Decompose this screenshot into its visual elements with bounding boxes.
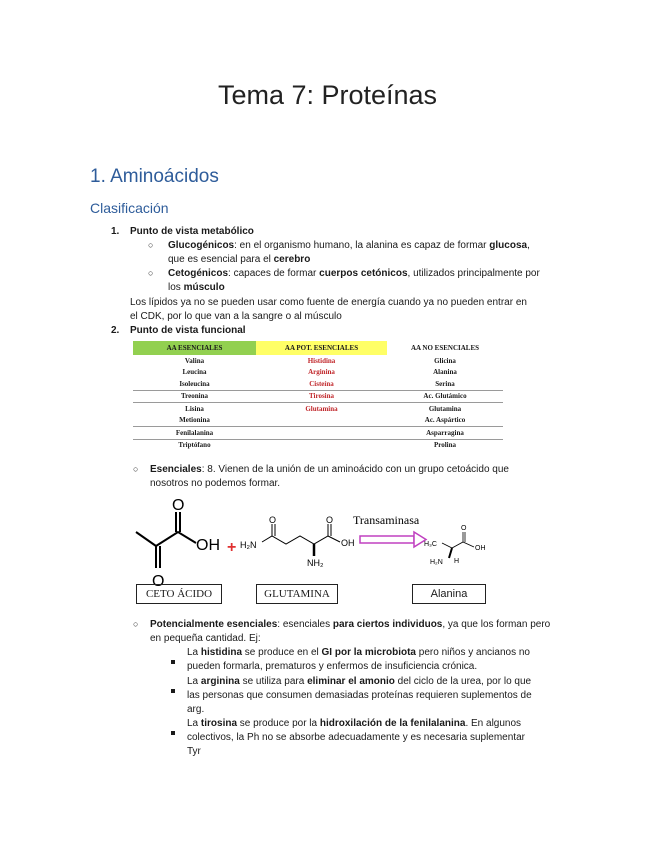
- table-cell: Asparragina: [387, 427, 503, 440]
- text: La: [187, 647, 201, 658]
- bullet-circle-icon: ○: [148, 240, 154, 250]
- text: La: [187, 676, 201, 687]
- ala-o: O: [461, 525, 467, 532]
- esenciales-line-1: [150, 463, 509, 477]
- text: . En algunos: [465, 718, 522, 729]
- arginina-line-2: las personas que consumen demasiadas proteínas requieren suplementos de: [187, 690, 532, 701]
- table-cell: Leucina: [182, 368, 207, 377]
- text: , utilizados principalmente por: [407, 268, 540, 279]
- page-title: Tema 7: Proteínas: [217, 80, 438, 110]
- text: los: [168, 282, 184, 293]
- bullet-cetogenicos-line2: [168, 281, 225, 295]
- table-row: [133, 390, 503, 403]
- table-cell: Glutamina: [428, 404, 462, 413]
- gln-oh: OH: [341, 538, 355, 548]
- bullet-cetogenicos: [168, 267, 540, 281]
- table-cell: Tirosina: [256, 390, 387, 403]
- ala-h3c: H₃C: [424, 541, 437, 548]
- potenciales-line-1: [150, 618, 550, 632]
- bullet-circle-icon: ○: [148, 268, 154, 278]
- reaction-arrow-icon: [360, 532, 426, 547]
- plus-sign: +: [227, 539, 237, 556]
- table-header-row: [133, 341, 503, 355]
- bold-text: cuerpos cetónicos: [319, 268, 408, 279]
- table-cell: Isoleucina: [133, 378, 256, 390]
- gln-o-1: O: [269, 515, 277, 525]
- table-cell: [256, 439, 387, 451]
- item-2-number-text: 2.: [111, 325, 120, 336]
- item-1-label: [130, 225, 254, 239]
- note-line-2: el CDK, por lo que van a la sangre o al músculo: [130, 311, 342, 322]
- table-cell: Ac. Aspártico: [387, 415, 503, 427]
- term-cetogenicos: Cetogénicos: [168, 268, 229, 279]
- text: : en el organismo humano, la alanina es capaz de formar: [234, 240, 490, 251]
- subsection-heading: Clasificación: [90, 200, 169, 216]
- text: : esenciales: [277, 619, 333, 630]
- table-cell: Fenilalanina: [133, 427, 256, 440]
- table-cell: Metionina: [133, 415, 256, 427]
- tirosina-line-1: [187, 717, 521, 731]
- tirosina-line-2: colectivos, la Ph no se absorbe adecuadamente y es necesaria suplementar: [187, 732, 525, 743]
- table-header-no-esenciales: AA NO ESENCIALES: [410, 344, 480, 352]
- bold-text: tirosina: [200, 718, 238, 729]
- table-cell: Cisteína: [256, 378, 387, 390]
- table-row: [133, 378, 503, 390]
- bold-text: eliminar el amonio: [307, 676, 395, 687]
- bullet-square-icon: [171, 722, 175, 740]
- table-row: [133, 439, 503, 451]
- bold-text: arginina: [200, 676, 240, 687]
- section-heading: 1. Aminoácidos: [90, 166, 219, 187]
- bold-text: cerebro: [273, 254, 311, 265]
- label-alanina: Alanina: [412, 584, 486, 604]
- text: pero niños y ancianos no: [416, 647, 530, 658]
- text: : 8. Vienen de la unión de un aminoácido con un grupo cetoácido que: [201, 464, 509, 475]
- item-1-number: 1.: [111, 226, 120, 237]
- note-line-1: Los lípidos ya no se pueden usar como fuente de energía cuando ya no pueden entrar en: [130, 297, 527, 308]
- enzyme-label: Transaminasa: [353, 513, 420, 527]
- table-cell: Glicina: [434, 356, 456, 365]
- table-cell: Serina: [387, 378, 503, 390]
- bold-text: histidina: [200, 647, 243, 658]
- term-esenciales: Esenciales: [150, 464, 202, 475]
- potenciales-line-2: en pequeña cantidad. Ej:: [150, 633, 261, 644]
- bullet-square-icon: [171, 651, 175, 669]
- bullet-circle-icon: ○: [133, 619, 139, 629]
- histidina-line-2: pueden formarla, prematuros y enfermos de insuficiencia crónica.: [187, 661, 478, 672]
- table-row: [133, 367, 503, 379]
- gln-o-2: O: [326, 515, 334, 525]
- item-2-label: [130, 324, 246, 338]
- term-potenciales: Potencialmente esenciales: [150, 619, 278, 630]
- label-ceto-acido: CETO ÁCIDO: [136, 584, 222, 604]
- bold-text: hidroxilación de la fenilalanina: [319, 718, 466, 729]
- keto-oh: OH: [196, 537, 220, 554]
- bullet-circle-icon: ○: [133, 464, 139, 474]
- gln-nh2: NH₂: [307, 558, 324, 568]
- item-1: [111, 225, 119, 239]
- item-1-label-text: Punto de vista metabólico: [130, 226, 254, 237]
- item-2-number: [111, 324, 119, 338]
- table-cell: Treonina: [133, 390, 256, 403]
- text: del ciclo de la urea, por lo que: [394, 676, 532, 687]
- table-row: [133, 403, 503, 415]
- table-cell: [256, 415, 387, 427]
- table-row: [133, 427, 503, 440]
- ala-oh: OH: [475, 545, 486, 552]
- text: La: [187, 718, 201, 729]
- table-cell: Prolina: [433, 441, 457, 450]
- table-cell: Glutamina: [305, 404, 338, 413]
- table-header-pot-esenciales: AA POT. ESENCIALES: [256, 341, 387, 355]
- table-cell: Triptófano: [178, 441, 211, 450]
- gln-h2n: H₂N: [240, 540, 257, 550]
- ala-h2n: H₂N: [430, 559, 443, 566]
- bold-text: GI por la microbiota: [321, 647, 416, 658]
- alanine-structure: [442, 532, 474, 558]
- table-cell: Alanina: [433, 368, 457, 377]
- bullet-glucogenicos-line2: [168, 253, 310, 267]
- table-row: [133, 415, 503, 427]
- term-glucogenicos: Glucogénicos: [168, 240, 235, 251]
- bold-text: para ciertos individuos: [332, 619, 443, 630]
- keto-acid-structure: [136, 512, 196, 568]
- table-cell: Histidina: [307, 356, 336, 365]
- arginina-line-1: [187, 675, 531, 689]
- text: ,: [527, 240, 530, 251]
- bullet-square-icon: [171, 680, 175, 698]
- table-cell: Lisina: [185, 404, 204, 413]
- bullet-glucogenicos: [168, 239, 530, 253]
- label-glutamina: GLUTAMINA: [256, 584, 338, 604]
- keto-o-bottom: O: [152, 573, 165, 590]
- tirosina-line-3: Tyr: [187, 746, 201, 757]
- ala-h: H: [454, 558, 460, 565]
- item-2-label-text: Punto de vista funcional: [130, 325, 246, 336]
- esenciales-line-2: nosotros no podemos formar.: [150, 478, 281, 489]
- text: se produce en el: [242, 647, 322, 658]
- table-header-esenciales: AA ESENCIALES: [133, 341, 256, 355]
- table-row: [133, 355, 503, 367]
- bold-text: músculo: [183, 282, 225, 293]
- glutamine-structure: [262, 524, 340, 556]
- table-cell: Ac. Glutámico: [387, 390, 503, 403]
- text: se utiliza para: [239, 676, 308, 687]
- text: que es esencial para el: [168, 254, 274, 265]
- histidina-line-1: [187, 646, 530, 660]
- bold-text: glucosa: [489, 240, 528, 251]
- amino-acid-table: [133, 341, 503, 451]
- text: , ya que los forman pero: [442, 619, 551, 630]
- arginina-line-3: arg.: [187, 704, 205, 715]
- keto-o-top: O: [172, 497, 185, 514]
- text: : capaces de formar: [228, 268, 320, 279]
- text: se produce por la: [237, 718, 320, 729]
- table-cell: Arginina: [308, 368, 335, 377]
- table-cell: Valina: [184, 356, 205, 365]
- table-cell: [256, 427, 387, 440]
